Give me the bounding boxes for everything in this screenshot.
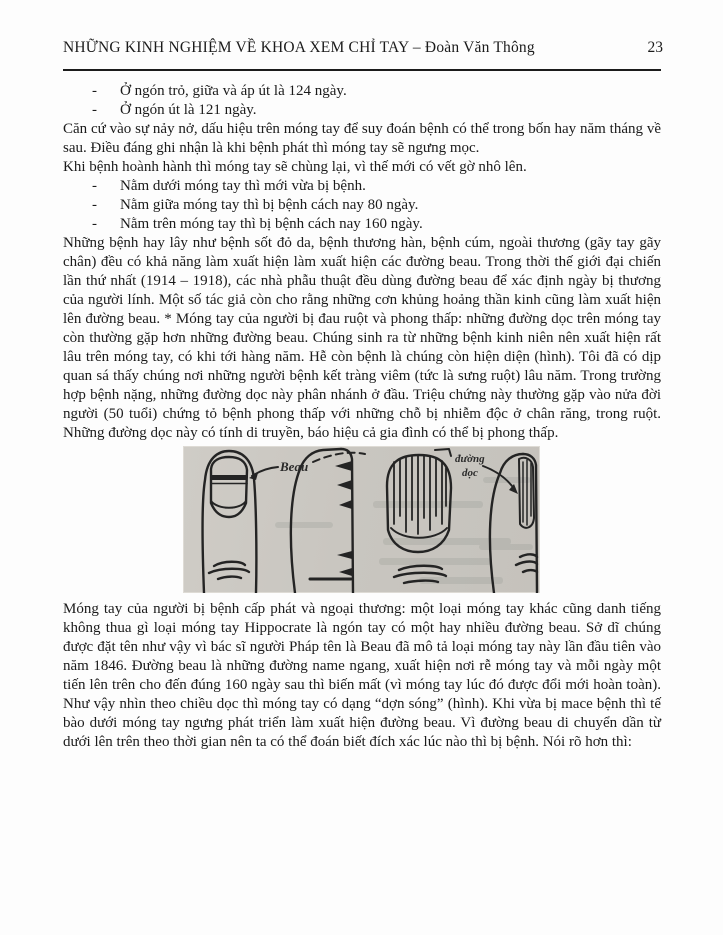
list-item-text: Nằm trên móng tay thì bị bệnh cách nay 160 ngày.	[120, 216, 423, 232]
bullet-dash: -	[92, 216, 97, 232]
fingernail-diagram-figure	[183, 446, 540, 593]
bullet-dash: -	[92, 178, 97, 194]
bullet-dash: -	[92, 197, 97, 213]
finger-side-vertical-lines	[490, 454, 537, 593]
list-item-text: Nằm dưới móng tay thì mới vừa bị bệnh.	[120, 178, 366, 194]
beau-label: Beau	[280, 459, 309, 474]
bullet-dash: -	[92, 102, 97, 118]
list-item	[63, 215, 661, 234]
fingernail-diagram-image	[183, 446, 540, 593]
list-item	[63, 82, 661, 101]
vertical-line-label-2: dọc	[462, 467, 478, 479]
page-body	[0, 71, 723, 752]
list-item	[63, 196, 661, 215]
finger-front-beau-line	[203, 451, 257, 593]
paragraph: Căn cứ vào sự nảy nở, dấu hiệu trên móng tay để suy đoán bệnh có thể trong bốn hay năm tháng về sau. Điều đáng ghi nhận là khi bệnh phát thì móng tay sẽ ngưng mọc.	[63, 121, 661, 156]
page-number: 23	[647, 39, 663, 56]
paragraph: Những bệnh hay lây như bệnh sốt đỏ da, bệnh thương hàn, bệnh cúm, ngoài thương (gãy tay gãy chân) đều có khả năng làm xuất hiện làm xuất hiện các đường beau. Trong thời thế giới đại chiến lần thứ nhất (1914 – 1918), các nhà phẫu thuật đều dùng đường beau để xác định ngày bị thương của người lính. Một số tác giả còn cho rằng những cơn khủng hoảng thần kinh cũng làm xuất hiện lên đường beau. * Móng tay của người bị đau ruột và phong thấp: những đường dọc trên móng tay còn thường gặp hơn những đường beau. Chúng sinh ra từ những bệnh kinh niên nên xuất hiện rất lâu trên móng tay, có khi tới hàng năm. Hễ còn bệnh là chúng còn hiện diện (hình). Tôi đã có dịp quan sá thấy chúng nơi những người bệnh kết tràng viêm (tức là sưng ruột) lâu năm. Trong trường hợp bệnh nặng, những đường dọc này phân nhánh ở đầu. Triệu chứng này thường gặp vào nửa đời người (50 tuổi) chứng tỏ bệnh phong thấp với những chỗ bị nhiễm độc ở chân răng, trong ruột. Những đường dọc này có tính di truyền, báo hiệu cả gia đình có thể bị phong thấp.	[63, 235, 661, 441]
list-item-text: Ở ngón út là 121 ngày.	[120, 102, 257, 118]
list-item-text: Nằm giữa móng tay thì bị bệnh cách nay 80 ngày.	[120, 197, 419, 213]
bullet-dash: -	[92, 83, 97, 99]
vertical-line-label-1: đường	[455, 453, 485, 465]
paragraph: Khi bệnh hoành hành thì móng tay sẽ chùng lại, vì thế mới có vết gờ nhô lên.	[63, 159, 527, 175]
paragraph: Móng tay của người bị bệnh cấp phát và ngoại thương: một loại móng tay khác cũng danh tiếng không thua gì loại móng tay Hippocrate là ngón tay có một hay nhiều đường beau. Sở dĩ chúng được đặt tên như vậy vì bác sĩ người Pháp tên là Beau đã mô tả loại móng tay này lần đầu tiên vào năm 1846. Đường beau là những đường name ngang, xuất hiện nơi rễ móng tay và mỗi ngày một tiến lên trên cho đến đúng 160 ngày sau thì biến mất (vì móng tay lúc đó được đổi mới hoàn toàn). Như vậy nhìn theo chiều dọc thì móng tay có dạng “dợn sóng” (hình). Khi vừa bị mace bệnh thì tế bào dưới móng tay ngưng phát triển làm xuất hiện đường beau. Vì đường beau di chuyển dần từ dưới lên trên theo thời gian nên ta có thể đoán biết đích xác lúc nào thì bị bệnh. Nói rõ hơn thì:	[63, 601, 661, 750]
list-item	[63, 177, 661, 196]
list-item	[63, 101, 661, 120]
page-title: NHỮNG KINH NGHIỆM VỀ KHOA XEM CHỈ TAY – Đoàn Văn Thông	[63, 39, 535, 56]
list-item-text: Ở ngón trỏ, giữa và áp út là 124 ngày.	[120, 83, 347, 99]
page-header	[0, 0, 723, 57]
